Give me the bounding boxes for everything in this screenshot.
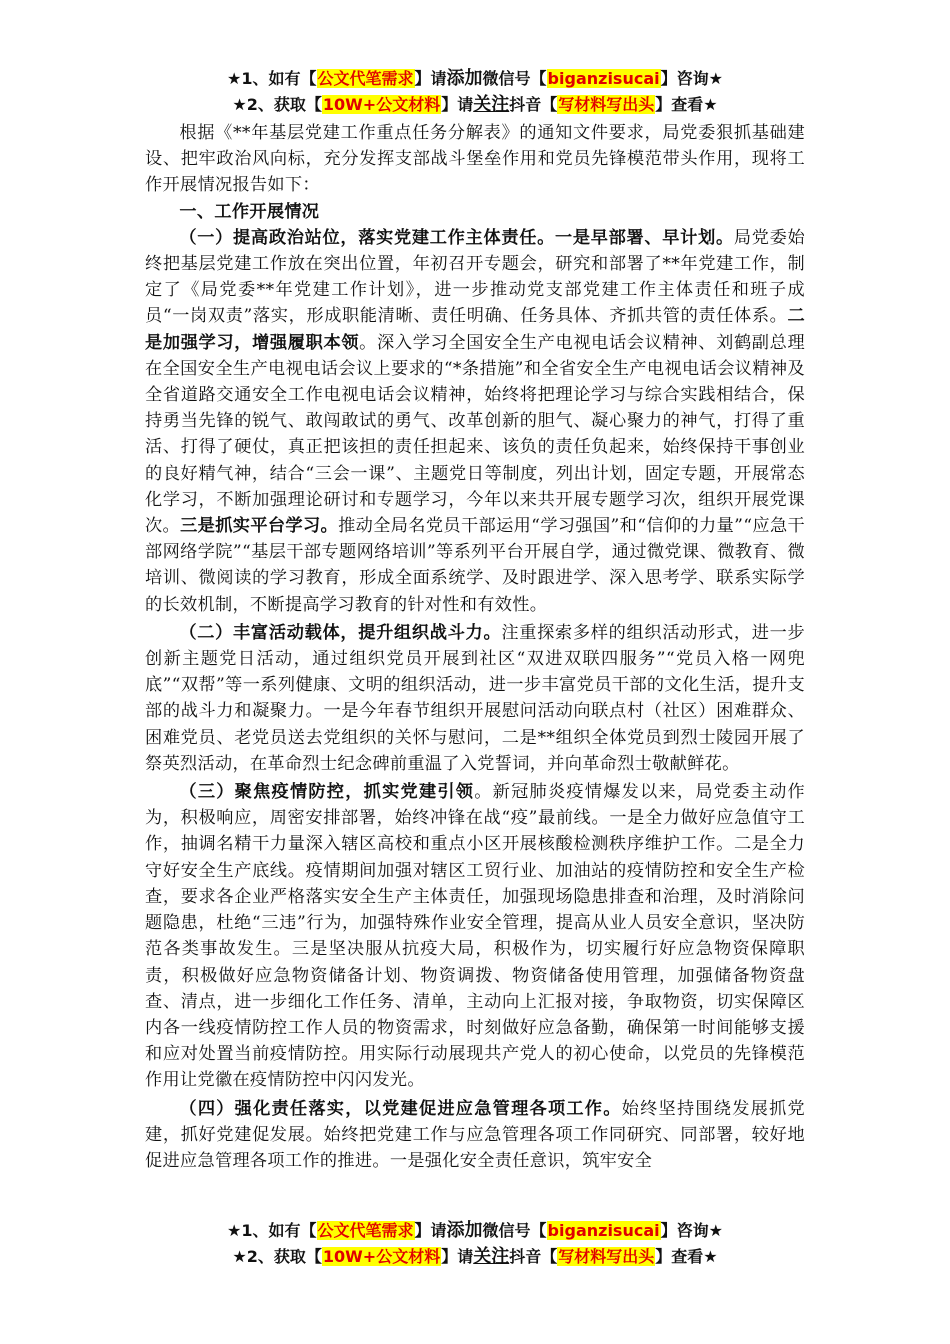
highlight-wechat-id: biganzisucai [547,1221,660,1240]
highlight-materials: 10W+公文材料 [322,95,441,114]
document-body [145,120,805,1174]
highlight-service: 公文代笔需求 [317,1221,414,1240]
section-4-paragraph: （四）强化责任落实，以党建促进应急管理各项工作。始终坚持围绕发展抓党建，抓好党建促发展。始终把党建工作与应急管理各项工作同研究、同部署，较好地促进应急管理各项工作的推进。一是强化安全责任意识，筑牢安全 [145,1098,805,1171]
highlight-wechat-id: biganzisucai [547,69,660,88]
promo-line-1: ★1、如有【公文代笔需求】请添加微信号【biganzisucai】咨询★ [227,1220,723,1241]
promo-line-1: ★1、如有【公文代笔需求】请添加微信号【biganzisucai】咨询★ [227,68,723,89]
intro-paragraph: 根据《**年基层党建工作重点任务分解表》的通知文件要求，局党委狠抓基础建设、把牢政治风向标，充分发挥支部战斗堡垒作用和党员先锋模范带头作用，现将工作开展情况报告如下： [145,123,805,196]
section-3-paragraph: （三）聚焦疫情防控，抓实党建引领。新冠肺炎疫情爆发以来，局党委主动作为，积极响应，周密安排部署，始终冲锋在战“疫”最前线。一是全力做好应急值守工作，抽调名精干力量深入辖区高校和重点小区开展核酸检测秩序维护工作。二是全力守好安全生产底线。疫情期间加强对辖区工贸行业、加油站的疫情防控和安全生产检查，要求各企业严格落实安全生产主体责任，加强现场隐患排查和治理，及时消除问题隐患，杜绝“三违”行为，加强特殊作业安全管理，提高从业人员安全意识，坚决防范各类事故发生。三是坚决服从抗疫大局，积极作为，切实履行好应急物资保障职责，积极做好应急物资储备计划、物资调拨、物资储备使用管理，加强储备物资盘查、清点，进一步细化工作任务、清单，主动向上汇报对接，争取物资，切实保障区内各一线疫情防控工作人员的物资需求，时刻做好应急备勤，确保第一时间能够支援和应对处置当前疫情防控。用实际行动展现共产党人的初心使命，以党员的先锋模范作用让党徽在疫情防控中闪闪发光。 [145,782,805,1091]
section-1-paragraph: （一）提高政治站位，落实党建工作主体责任。一是早部署、早计划。局党委始终把基层党建工作放在突出位置，年初召开专题会，研究和部署了**年党建工作，制定了《局党委**年党建工作计划》，进一步推动党支部党建工作主体责任和班子成员“一岗双责”落实，形成职能清晰、责任明确、任务具体、齐抓共管的责任体系。二是加强学习，增强履职本领。深入学习全国安全生产电视电话会议精神、刘鹤副总理在全国安全生产电视电话会议上要求的“*条措施”和全省安全生产电视电话会议精神及全省道路交通安全工作电视电话会议精神，始终将把理论学习与综合实践相结合，保持勇当先锋的锐气、敢闯敢试的勇气、改革创新的胆气、凝心聚力的神气，打得了重活、打得了硬仗，真正把该担的责任担起来、该负的责任负起来，始终保持干事创业的良好精气神，结合“三会一课”、主题党日等制度，列出计划，固定专题，开展常态化学习，不断加强理论研讨和专题学习，今年以来共开展专题学习次，组织开展党课次。三是抓实平台学习。推动全局名党员干部运用“学习强国”和“信仰的力量”“应急干部网络学院”“基层干部专题网络培训”等系列平台开展自学，通过微党课、微教育、微培训、微阅读的学习教育，形成全面系统学、及时跟进学、深入思考学、联系实际学的长效机制，不断提高学习教育的针对性和有效性。 [145,227,805,615]
highlight-service: 公文代笔需求 [317,69,414,88]
promo-banner-top [150,66,800,118]
section-heading: 一、工作开展情况 [179,201,320,222]
highlight-douyin-account: 写材料写出头 [558,95,655,114]
promo-banner-bottom [150,1218,800,1270]
section-2-paragraph: （二）丰富活动载体，提升组织战斗力。注重探索多样的组织活动形式，进一步创新主题党日活动，通过组织党员开展到社区“双进双联四服务”“党员入格一网兜底”“双帮”等一系列健康、文明的组织活动，进一步丰富党员干部的文化生活，提升支部的战斗力和凝聚力。一是今年春节组织开展慰问活动向联点村（社区）困难群众、困难党员、老党员送去党组织的关怀与慰问，二是**组织全体党员到烈士陵园开展了祭英烈活动，在革命烈士纪念碑前重温了入党誓词，并向革命烈士敬献鲜花。 [145,622,806,774]
highlight-douyin-account: 写材料写出头 [558,1247,655,1266]
promo-line-2: ★2、获取【10W+公文材料】请关注抖音【写材料写出头】查看★ [232,94,718,115]
highlight-materials: 10W+公文材料 [322,1247,441,1266]
promo-line-2: ★2、获取【10W+公文材料】请关注抖音【写材料写出头】查看★ [232,1246,718,1267]
